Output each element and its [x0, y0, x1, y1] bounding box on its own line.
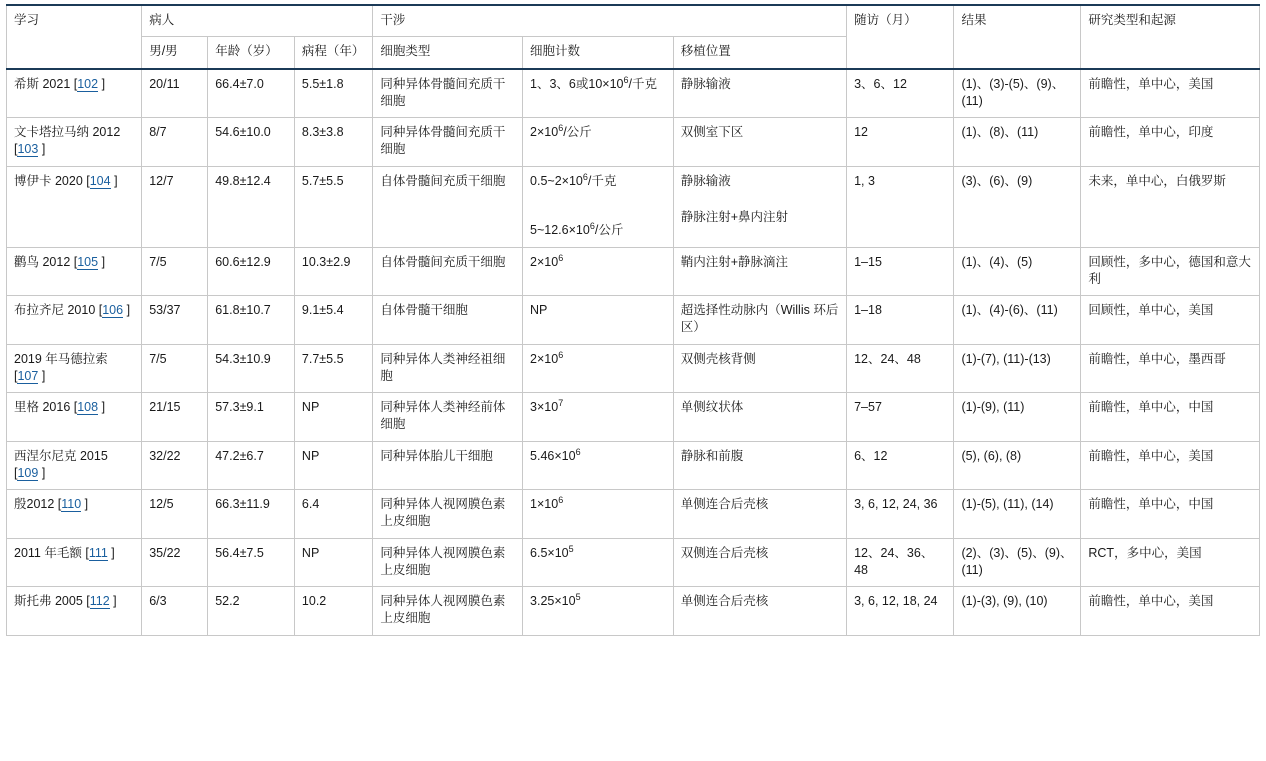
- cell-cell-type: 同种异体骨髓间充质干细胞: [373, 118, 523, 167]
- cell-duration: 9.1±5.4: [294, 296, 372, 345]
- cell-count-value: $0.5\sim 2\times 10^6/$千克: [530, 171, 617, 188]
- cell-type-origin: 前瞻性，单中心，墨西哥: [1081, 344, 1260, 393]
- cell-count-value: $5\sim 12.6\times 10^6/$公斤: [530, 221, 624, 238]
- study-name: 2019 年马德拉索 [: [14, 351, 108, 383]
- cell-cell-count: [523, 587, 674, 636]
- cell-type-origin: 回顾性，多中心，德国和意大利: [1081, 247, 1260, 296]
- exponent: 6: [558, 122, 564, 133]
- cell-cell-count: [523, 118, 674, 167]
- cell-followup: 1–15: [847, 247, 954, 296]
- cell-sex: 21/15: [142, 393, 208, 442]
- cell-cell-type: 同种异体骨髓间充质干细胞: [373, 69, 523, 118]
- cell-cell-type: 同种异体胎儿干细胞: [373, 441, 523, 490]
- cell-cell-type: 同种异体人类神经前体细胞: [373, 393, 523, 442]
- cell-outcome: (1)、(4)-(6)、(11): [954, 296, 1081, 345]
- cell-age: 66.3±11.9: [208, 490, 295, 539]
- table-row: [7, 538, 1260, 587]
- cell-count-value: $6.5\times 10^5$: [530, 543, 574, 560]
- cell-outcome: (1)-(9), (11): [954, 393, 1081, 442]
- exponent: 6: [558, 494, 564, 505]
- reference-link[interactable]: 106: [102, 303, 124, 317]
- exponent: 6: [623, 74, 629, 85]
- exponent: 5: [568, 543, 574, 554]
- cell-outcome: (1)、(8)、(11): [954, 118, 1081, 167]
- cell-count-value: $3\times 10^7$: [530, 397, 564, 414]
- header-type-origin: 研究类型和起源: [1081, 5, 1260, 69]
- cell-transplant-site: [673, 118, 846, 167]
- cell-type-origin: 前瞻性，单中心，印度: [1081, 118, 1260, 167]
- cell-cell-count: [523, 344, 674, 393]
- table-header-row-top: [7, 5, 1260, 37]
- clinical-studies-table: [6, 4, 1260, 636]
- cell-duration: 6.4: [294, 490, 372, 539]
- cell-outcome: (2)、(3)、(5)、(9)、(11): [954, 538, 1081, 587]
- cell-duration: 8.3±3.8: [294, 118, 372, 167]
- cell-study: [7, 490, 142, 539]
- cell-age: 61.8±10.7: [208, 296, 295, 345]
- header-cell-count: 细胞计数: [523, 37, 674, 69]
- transplant-site-value: 静脉输液: [680, 173, 731, 188]
- cell-age: 47.2±6.7: [208, 441, 295, 490]
- table-row: [7, 344, 1260, 393]
- study-suffix: ]: [38, 368, 46, 383]
- study-name: 布拉齐尼 2010 [: [14, 303, 103, 317]
- cell-cell-count: [523, 69, 674, 118]
- cell-sex: 12/7: [142, 166, 208, 247]
- table-row: [7, 441, 1260, 490]
- cell-transplant-site: [673, 490, 846, 539]
- cell-age: 54.3±10.9: [208, 344, 295, 393]
- cell-type-origin: 前瞻性，单中心，美国: [1081, 69, 1260, 118]
- cell-outcome: (5), (6), (8): [954, 441, 1081, 490]
- header-followup: 随访（月）: [847, 5, 954, 69]
- cell-outcome: (1)、(3)-(5)、(9)、(11): [954, 69, 1081, 118]
- cell-transplant-site: [673, 393, 846, 442]
- cell-cell-type: 自体骨髓干细胞: [373, 296, 523, 345]
- cell-study: [7, 344, 142, 393]
- cell-cell-type: 自体骨髓间充质干细胞: [373, 247, 523, 296]
- reference-link[interactable]: 109: [17, 465, 39, 480]
- exponent: 7: [558, 397, 564, 408]
- transplant-site-value: 鞘内注射+静脉滴注: [680, 254, 789, 269]
- cell-count-value: $2\times 10^6/$公斤: [530, 122, 592, 139]
- table-row: [7, 490, 1260, 539]
- cell-cell-count: [523, 538, 674, 587]
- cell-transplant-site: [673, 247, 846, 296]
- cell-cell-type: 同种异体人视网膜色素上皮细胞: [373, 587, 523, 636]
- cell-age: 56.4±7.5: [208, 538, 295, 587]
- reference-link[interactable]: 104: [89, 173, 111, 188]
- cell-study: [7, 118, 142, 167]
- cell-study: [7, 69, 142, 118]
- table-row: [7, 118, 1260, 167]
- study-suffix: ]: [38, 142, 46, 157]
- cell-outcome: (3)、(6)、(9): [954, 166, 1081, 247]
- table-row: [7, 69, 1260, 118]
- header-sex: 男/男: [142, 37, 208, 69]
- cell-sex: 20/11: [142, 69, 208, 118]
- table-header: [7, 5, 1260, 69]
- cell-outcome: (1)-(7), (11)-(13): [954, 344, 1081, 393]
- reference-link[interactable]: 102: [77, 76, 99, 91]
- study-suffix: ]: [109, 594, 117, 608]
- cell-outcome: (1)-(5), (11), (14): [954, 490, 1081, 539]
- cell-type-origin: 回顾性，单中心，美国: [1081, 296, 1260, 345]
- study-name: 斯托弗 2005 [: [14, 594, 90, 608]
- transplant-site-value: 双侧壳核背侧: [680, 351, 756, 366]
- cell-transplant-site: [673, 344, 846, 393]
- cell-type-origin: RCT，多中心，美国: [1081, 538, 1260, 587]
- cell-count-value: $3.25\times 10^5$: [530, 591, 581, 608]
- cell-sex: 7/5: [142, 247, 208, 296]
- study-name: 里格 2016 [: [14, 400, 78, 414]
- cell-type-origin: 前瞻性，单中心，中国: [1081, 490, 1260, 539]
- cell-duration: 7.7±5.5: [294, 344, 372, 393]
- cell-study: [7, 538, 142, 587]
- reference-link[interactable]: 108: [77, 400, 99, 414]
- cell-transplant-site: [673, 538, 846, 587]
- cell-followup: 3, 6, 12, 24, 36: [847, 490, 954, 539]
- table-row: [7, 393, 1260, 442]
- study-suffix: ]: [107, 545, 115, 560]
- cell-cell-count: [523, 296, 674, 345]
- cell-sex: 32/22: [142, 441, 208, 490]
- study-name: 博伊卡 2020 [: [14, 173, 90, 188]
- cell-followup: 1, 3: [847, 166, 954, 247]
- cell-age: 54.6±10.0: [208, 118, 295, 167]
- transplant-site-value: 单侧纹状体: [680, 400, 744, 414]
- transplant-site-value: 双侧连合后壳核: [680, 545, 769, 560]
- header-outcome: 结果: [954, 5, 1081, 69]
- cell-sex: 35/22: [142, 538, 208, 587]
- cell-duration: 10.3±2.9: [294, 247, 372, 296]
- cell-followup: 3、6、12: [847, 69, 954, 118]
- study-name: 殷2012 [: [14, 497, 62, 511]
- cell-duration: 5.7±5.5: [294, 166, 372, 247]
- reference-link[interactable]: 105: [77, 254, 99, 269]
- transplant-site-value: 双侧室下区: [680, 125, 744, 139]
- cell-sex: 53/37: [142, 296, 208, 345]
- cell-cell-count: [523, 393, 674, 442]
- study-name: 文卡塔拉马纳 2012 [: [14, 125, 121, 157]
- table-row: [7, 587, 1260, 636]
- table-row: [7, 247, 1260, 296]
- cell-sex: 7/5: [142, 344, 208, 393]
- cell-type-origin: 前瞻性，单中心，中国: [1081, 393, 1260, 442]
- transplant-site-value: 静脉注射+鼻内注射: [680, 209, 789, 224]
- cell-type-origin: 未来，单中心，白俄罗斯: [1081, 166, 1260, 247]
- cell-duration: NP: [294, 538, 372, 587]
- cell-duration: NP: [294, 393, 372, 442]
- exponent: 6: [558, 252, 564, 263]
- header-study: 学习: [7, 5, 142, 69]
- study-name: 西涅尔尼克 2015 [: [14, 448, 108, 480]
- transplant-site-value: 静脉和前腹: [680, 448, 744, 463]
- cell-followup: 12、24、48: [847, 344, 954, 393]
- transplant-site-value: 静脉输液: [680, 76, 731, 91]
- exponent: 6: [575, 446, 581, 457]
- cell-transplant-site: [673, 296, 846, 345]
- reference-link[interactable]: 111: [88, 545, 108, 560]
- cell-followup: 12、24、36、48: [847, 538, 954, 587]
- cell-cell-count: [523, 247, 674, 296]
- cell-sex: 12/5: [142, 490, 208, 539]
- study-suffix: ]: [123, 303, 131, 317]
- cell-outcome: (1)-(3), (9), (10): [954, 587, 1081, 636]
- cell-count-value: $2\times 10^6$: [530, 252, 564, 269]
- cell-study: [7, 166, 142, 247]
- study-suffix: ]: [98, 254, 106, 269]
- exponent: 6: [558, 349, 564, 360]
- cell-duration: 5.5±1.8: [294, 69, 372, 118]
- cell-transplant-site: [673, 166, 846, 247]
- header-transplant-site: 移植位置: [673, 37, 846, 69]
- cell-count-value: $1\times 10^6$: [530, 494, 564, 511]
- cell-followup: 6、12: [847, 441, 954, 490]
- cell-age: 49.8±12.4: [208, 166, 295, 247]
- transplant-site-value: 单侧连合后壳核: [680, 497, 769, 511]
- header-duration: 病程（年）: [294, 37, 372, 69]
- cell-cell-type: 同种异体人类神经祖细胞: [373, 344, 523, 393]
- cell-followup: 12: [847, 118, 954, 167]
- reference-link[interactable]: 112: [89, 594, 110, 608]
- cell-followup: 7–57: [847, 393, 954, 442]
- cell-transplant-site: [673, 441, 846, 490]
- cell-transplant-site: [673, 69, 846, 118]
- cell-cell-count: [523, 441, 674, 490]
- cell-count-value: 1、3、6或$10\times 10^6/$千克: [530, 74, 657, 91]
- reference-link[interactable]: 110: [61, 497, 82, 511]
- exponent: 6: [589, 221, 595, 232]
- cell-sex: 6/3: [142, 587, 208, 636]
- cell-outcome: (1)、(4)、(5): [954, 247, 1081, 296]
- cell-sex: 8/7: [142, 118, 208, 167]
- cell-type-origin: 前瞻性，单中心，美国: [1081, 587, 1260, 636]
- cell-age: 52.2: [208, 587, 295, 636]
- cell-count-value: $5.46\times 10^6$: [530, 446, 581, 463]
- cell-type-origin: 前瞻性，单中心，美国: [1081, 441, 1260, 490]
- cell-followup: 3, 6, 12, 18, 24: [847, 587, 954, 636]
- study-suffix: ]: [38, 465, 46, 480]
- cell-age: 57.3±9.1: [208, 393, 295, 442]
- cell-transplant-site: [673, 587, 846, 636]
- study-name: 希斯 2021 [: [14, 76, 78, 91]
- table-row: [7, 296, 1260, 345]
- study-suffix: ]: [98, 400, 106, 414]
- table-row: [7, 166, 1260, 247]
- cell-cell-type: 自体骨髓间充质干细胞: [373, 166, 523, 247]
- cell-cell-count: [523, 490, 674, 539]
- exponent: 6: [582, 171, 588, 182]
- cell-duration: NP: [294, 441, 372, 490]
- study-name: 鹳鸟 2012 [: [14, 254, 78, 269]
- study-suffix: ]: [81, 497, 89, 511]
- header-intervention: 干涉: [373, 5, 847, 37]
- cell-cell-count: [523, 166, 674, 247]
- study-suffix: ]: [110, 173, 118, 188]
- cell-duration: 10.2: [294, 587, 372, 636]
- cell-count-value: $2\times 10^6$: [530, 349, 564, 366]
- cell-age: 60.6±12.9: [208, 247, 295, 296]
- header-patients: 病人: [142, 5, 373, 37]
- cell-cell-type: 同种异体人视网膜色素上皮细胞: [373, 538, 523, 587]
- cell-study: [7, 247, 142, 296]
- table-body: [7, 69, 1260, 636]
- header-cell-type: 细胞类型: [373, 37, 523, 69]
- reference-link[interactable]: 103: [17, 142, 39, 157]
- study-suffix: ]: [98, 76, 106, 91]
- cell-age: 66.4±7.0: [208, 69, 295, 118]
- reference-link[interactable]: 107: [17, 368, 39, 383]
- cell-count-value: NP: [530, 303, 548, 317]
- cell-cell-type: 同种异体人视网膜色素上皮细胞: [373, 490, 523, 539]
- cell-study: [7, 393, 142, 442]
- cell-study: [7, 587, 142, 636]
- transplant-site-value: 单侧连合后壳核: [680, 594, 769, 608]
- cell-followup: 1–18: [847, 296, 954, 345]
- header-age: 年龄（岁）: [208, 37, 295, 69]
- transplant-site-value: 超选择性动脉内（Willis 环后区）: [680, 303, 839, 335]
- exponent: 5: [575, 591, 581, 602]
- cell-study: [7, 296, 142, 345]
- cell-study: [7, 441, 142, 490]
- study-name: 2011 年毛额 [: [14, 545, 89, 560]
